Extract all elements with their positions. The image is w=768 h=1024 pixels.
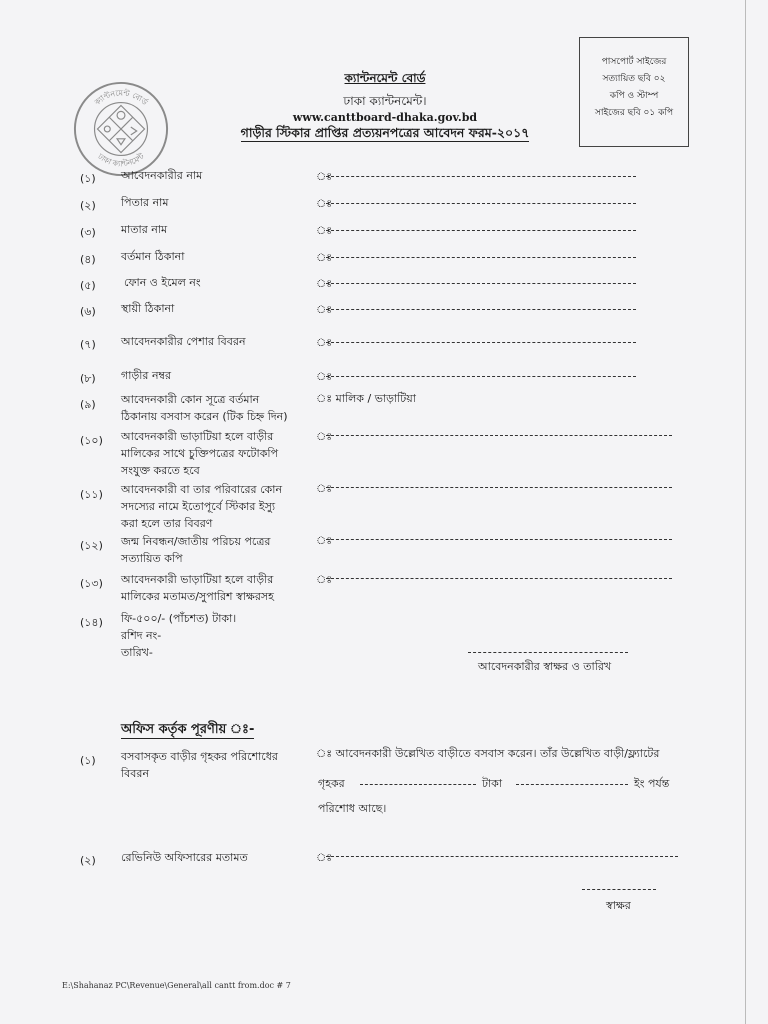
item-colon: ঃ xyxy=(316,851,333,864)
item-label xyxy=(121,849,248,866)
item-label-line: সংযুক্ত করতে হবে xyxy=(121,464,200,477)
photo-box-line: পাসপোর্ট সাইজের xyxy=(601,57,667,67)
item-label xyxy=(121,333,246,350)
item-colon: ঃ xyxy=(316,336,333,349)
house-tax-label: গৃহকর xyxy=(318,777,345,790)
item-number: (৮) xyxy=(80,372,96,385)
item-number: (১১) xyxy=(80,488,103,501)
item-label xyxy=(121,748,278,782)
mother-name-field[interactable] xyxy=(326,230,636,231)
header-org-text: ক্যান্টনমেন্ট বোর্ড xyxy=(344,71,426,85)
permanent-address-field[interactable] xyxy=(326,309,636,310)
national-id-field[interactable] xyxy=(326,539,672,540)
item-number: (২) xyxy=(80,199,96,212)
item-number: (১৩) xyxy=(80,577,103,590)
item-label-line: সত্যায়িত কপি xyxy=(121,552,183,565)
item-colon: ঃ xyxy=(316,251,333,264)
item-label-line: মালিকের মতামত/সুপারিশ স্বাক্ষরসহ xyxy=(121,590,274,603)
fee-text: ফি-৫০০/- (পাঁচশত) টাকা। xyxy=(121,612,237,625)
owner-tenant-choice[interactable]: ঃ মালিক / ভাড়াটিয়া xyxy=(316,392,416,405)
item-colon: ঃ xyxy=(316,197,333,210)
item-label xyxy=(121,367,171,384)
item-colon: ঃ xyxy=(316,224,333,237)
item-label-line: আবেদনকারীর পেশার বিবরন xyxy=(121,335,246,348)
item-label xyxy=(121,167,202,184)
item-label xyxy=(124,274,201,291)
phone-email-field[interactable] xyxy=(326,283,636,284)
revenue-officer-opinion-field[interactable] xyxy=(326,856,678,857)
item-colon: ঃ xyxy=(316,430,333,443)
item-number: (১২) xyxy=(80,539,103,552)
item-label-line: মালিকের সাথে চুক্তিপত্রের ফটোকপি xyxy=(121,447,279,460)
seal-top-text: ক্যান্টনমেন্ট বোর্ড xyxy=(92,88,150,107)
item-label xyxy=(121,481,282,532)
page-edge xyxy=(745,0,746,1024)
receipt-number-label: রশিদ নং- xyxy=(121,629,162,642)
item-label xyxy=(121,533,271,567)
item-label-line: পিতার নাম xyxy=(121,196,169,209)
item-colon: ঃ xyxy=(316,482,333,495)
photo-box-line: সত্যায়িত ছবি ০২ xyxy=(602,74,666,84)
owner-opinion-field[interactable] xyxy=(326,578,672,579)
svg-text:ঢাকা ক্যান্টনমেন্ট xyxy=(95,151,146,169)
item-colon: ঃ xyxy=(316,534,333,547)
item-label-line: আবেদনকারীর নাম xyxy=(121,169,203,182)
file-path-footer: E:\Shahanaz PC\Revenue\General\all cantt from.doc # 7 xyxy=(62,981,291,990)
item-label-line: ঠিকানায় বসবাস করেন (টিক চিহ্ন দিন) xyxy=(121,410,288,423)
item-label-line: বর্তমান ঠিকানা xyxy=(121,250,185,263)
item-label xyxy=(121,248,184,265)
occupation-field[interactable] xyxy=(326,342,636,343)
office-section-title-text: অফিস কর্তৃক পূরণীয় ঃ- xyxy=(121,722,255,737)
previous-sticker-field[interactable] xyxy=(326,487,672,488)
item-label-line: আবেদনকারী কোন সূত্রে বর্তমান xyxy=(121,393,260,406)
photo-box-line: কপি ও স্টাম্প xyxy=(609,91,659,101)
vehicle-number-field[interactable] xyxy=(326,376,636,377)
item-label-line: আবেদনকারী ভাড়াটিয়া হলে বাড়ীর xyxy=(121,573,274,586)
item-label xyxy=(121,300,174,317)
item-colon: ঃ xyxy=(316,277,333,290)
item-label-line: রেভিনিউ অফিসারের মতামত xyxy=(121,851,248,864)
present-address-field[interactable] xyxy=(326,257,636,258)
item-number: (১৪) xyxy=(80,616,103,629)
item-label-line: স্থায়ী ঠিকানা xyxy=(121,302,175,315)
office-section-title xyxy=(121,720,254,741)
taka-label: টাকা xyxy=(482,777,503,790)
form-title-text: গাড়ীর স্টিকার প্রাপ্তির প্রত্যয়নপত্রের আবেদন ফরম-২০১৭ xyxy=(240,125,530,140)
item-label-line: বিবরন xyxy=(121,767,150,780)
item-label-line: জন্ম নিবন্ধন/জাতীয় পরিচয় পত্রের xyxy=(121,535,271,548)
item-number: (৫) xyxy=(80,279,96,292)
item-colon: ঃ xyxy=(316,170,333,183)
item-label-line: আবেদনকারী বা তার পরিবারের কোন xyxy=(121,483,283,496)
item-number: (৭) xyxy=(80,338,96,351)
paid-until-date-field[interactable] xyxy=(516,784,628,785)
father-name-field[interactable] xyxy=(326,203,636,204)
seal-bottom-text: ঢাকা ক্যান্টনমেন্ট xyxy=(96,151,146,169)
item-label xyxy=(121,391,288,425)
item-number: (১) xyxy=(80,172,96,185)
item-label-line: ফোন ও ইমেল নং xyxy=(124,276,201,289)
passport-photo-box xyxy=(579,37,689,147)
paid-status-text: পরিশোধ আছে। xyxy=(318,802,387,815)
office-signature-label: স্বাক্ষর xyxy=(606,899,631,912)
item-label xyxy=(121,610,236,661)
item-number: (৯) xyxy=(80,398,96,411)
agreement-copy-field[interactable] xyxy=(326,435,672,436)
header-website: www.canttboard-dhaka.gov.bd xyxy=(292,111,478,124)
item-label-line: গাড়ীর নম্বর xyxy=(121,369,172,382)
item-label-line: আবেদনকারী ভাড়াটিয়া হলে বাড়ীর xyxy=(121,430,274,443)
item-number: (৩) xyxy=(80,226,96,239)
form-title xyxy=(190,125,580,145)
item-colon: ঃ xyxy=(316,303,333,316)
item-label-line: বসবাসকৃত বাড়ীর গৃহকর পরিশোধের xyxy=(121,750,278,763)
header-place: ঢাকা ক্যান্টনমেন্ট। xyxy=(343,94,427,108)
header-org xyxy=(190,70,580,90)
item-label-line: সদস্যের নামে ইতোপূর্বে স্টিকার ইস্যু xyxy=(121,500,276,513)
item-label xyxy=(121,571,274,605)
item-colon: ঃ xyxy=(316,370,333,383)
house-tax-amount-field[interactable] xyxy=(360,784,476,785)
svg-text:ক্যান্টনমেন্ট বোর্ড xyxy=(92,89,149,108)
applicant-signature-line[interactable] xyxy=(468,652,628,653)
item-number: (২) xyxy=(80,854,96,867)
item-label xyxy=(121,194,168,211)
photo-box-line: সাইজের ছবি ০১ কপি xyxy=(594,108,674,118)
applicant-signature-label: আবেদনকারীর স্বাক্ষর ও তারিখ xyxy=(478,660,612,673)
item-colon: ঃ xyxy=(316,573,333,586)
upto-label: ইং পর্যন্ত xyxy=(634,777,670,790)
item-label-line: মাতার নাম xyxy=(121,223,168,236)
house-tax-statement: ঃ আবেদনকারী উল্লেখিত বাড়ীতে বসবাস করেন। তাঁর উল্লেখিত বাড়ী/ফ্ল্যাটের xyxy=(316,747,660,760)
office-signature-line[interactable] xyxy=(582,889,656,890)
applicant-name-field[interactable] xyxy=(326,176,636,177)
cantonment-board-seal-icon xyxy=(72,80,170,178)
item-number: (৪) xyxy=(80,253,96,266)
item-label xyxy=(121,221,167,238)
item-label xyxy=(121,428,278,479)
item-label-line: করা হলে তার বিবরণ xyxy=(121,517,213,530)
item-number: (৬) xyxy=(80,305,96,318)
receipt-date-label: তারিখ- xyxy=(121,646,153,659)
item-number: (১০) xyxy=(80,434,103,447)
item-number: (১) xyxy=(80,754,96,767)
